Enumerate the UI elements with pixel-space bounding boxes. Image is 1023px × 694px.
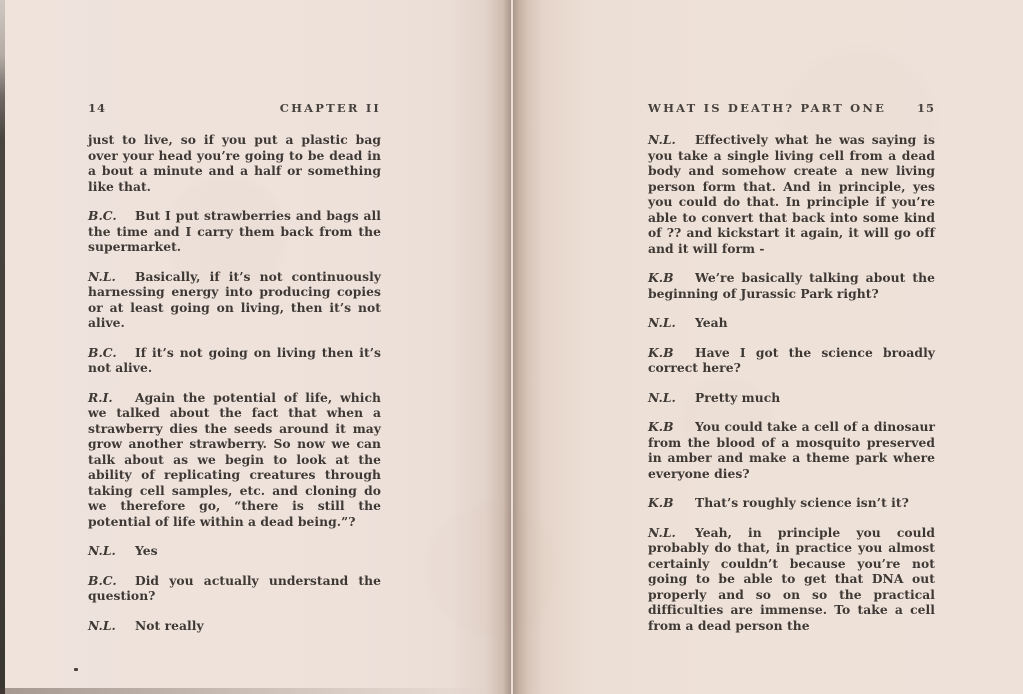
dialogue-text: Yeah xyxy=(695,315,728,330)
dialogue-paragraph xyxy=(88,390,381,530)
dialogue-text: Pretty much xyxy=(695,389,781,405)
dialogue-paragraph xyxy=(648,345,935,376)
speaker-label: K.B xyxy=(648,495,674,510)
left-page-number: 14 xyxy=(88,101,107,115)
page-bottom-shadow xyxy=(0,688,511,694)
speaker-label: K.B xyxy=(648,270,674,285)
speaker-label: N.L. xyxy=(648,315,676,330)
speaker-label: N.L. xyxy=(648,389,676,405)
speaker-label: N.L. xyxy=(88,268,116,284)
dialogue-text: Yes xyxy=(135,543,158,558)
dialogue-paragraph xyxy=(88,618,381,634)
dialogue-paragraph xyxy=(648,495,935,511)
dialogue-paragraph xyxy=(88,208,381,255)
dialogue-text: That’s roughly science isn’t it? xyxy=(695,495,909,510)
right-page-number: 15 xyxy=(916,101,935,115)
dialogue-text: just to live, so if you put a plastic bag over your head you’re going to be dead in a bout a minute and a half or something like that. xyxy=(88,132,381,194)
left-running-header: CHAPTER II xyxy=(279,101,381,115)
paper-speck xyxy=(74,668,78,671)
dialogue-paragraph xyxy=(648,270,935,301)
book-spine-shadow xyxy=(510,0,513,694)
speaker-label: N.L. xyxy=(648,132,676,147)
speaker-label: B.C. xyxy=(88,208,117,223)
right-dialogue-body xyxy=(648,132,935,633)
dialogue-paragraph xyxy=(88,573,381,604)
dialogue-paragraph xyxy=(88,543,381,559)
speaker-label: N.L. xyxy=(88,617,116,633)
dialogue-text: We’re basically talking about the beginning of Jurassic Park right? xyxy=(648,270,935,301)
left-running-header-row xyxy=(88,101,381,115)
dialogue-paragraph xyxy=(88,345,381,376)
dialogue-text: Effectively what he was saying is you take a single living cell from a dead body and somehow create a new living person form that. And in principle, yes you could do that. In principle if you’re able to convert that back into some kind of ?? and kickstart it again, it will go off and it will form - xyxy=(648,132,935,256)
right-running-header-row xyxy=(648,101,935,115)
speaker-label: B.C. xyxy=(88,344,117,360)
speaker-label: K.B xyxy=(648,419,674,434)
right-page-column xyxy=(648,101,935,633)
book-left-edge xyxy=(0,0,5,694)
speaker-label: N.L. xyxy=(648,524,676,540)
dialogue-paragraph xyxy=(648,419,935,481)
dialogue-text: Have I got the science broadly correct here? xyxy=(648,344,935,375)
left-dialogue-body xyxy=(88,132,381,633)
speaker-label: B.C. xyxy=(88,572,117,588)
speaker-label: N.L. xyxy=(88,543,116,558)
dialogue-text: Yeah, in principle you could probably do that, in practice you almost certainly couldn’t because you’re not going to be able to get that DNA out properly and so on so the practical difficulties are immense. To take a cell from a dead person the xyxy=(648,524,935,633)
dialogue-paragraph xyxy=(648,390,935,406)
dialogue-text: Basically, if it’s not continuously harnessing energy into producing copies or at least going on living, then it’s not alive. xyxy=(88,268,381,330)
dialogue-text: Again the potential of life, which we talked about the fact that when a strawberry dies the seeds around it may grow another strawberry. So now we can talk about as we begin to look at the ability of replicating creatures through taking cell samples, etc. and cloning do we therefore go, “there is still the potential of life within a dead being.”? xyxy=(88,389,381,529)
dialogue-paragraph xyxy=(648,132,935,256)
speaker-label: K.B xyxy=(648,344,674,360)
dialogue-text: Not really xyxy=(135,617,204,633)
dialogue-paragraph xyxy=(88,132,381,194)
dialogue-paragraph xyxy=(648,525,935,634)
speaker-label: R.I. xyxy=(88,389,113,405)
dialogue-paragraph xyxy=(648,315,935,331)
dialogue-text: Did you actually understand the question? xyxy=(88,572,381,603)
dialogue-text: But I put strawberries and bags all the time and I carry them back from the supermarket. xyxy=(88,208,381,254)
dialogue-text: If it’s not going on living then it’s not alive. xyxy=(88,344,381,375)
right-running-header: WHAT IS DEATH? PART ONE xyxy=(648,101,887,115)
dialogue-text: You could take a cell of a dinosaur from the blood of a mosquito preserved in amber and make a theme park where everyone dies? xyxy=(648,419,935,481)
left-page-column xyxy=(88,101,381,633)
dialogue-paragraph xyxy=(88,269,381,331)
